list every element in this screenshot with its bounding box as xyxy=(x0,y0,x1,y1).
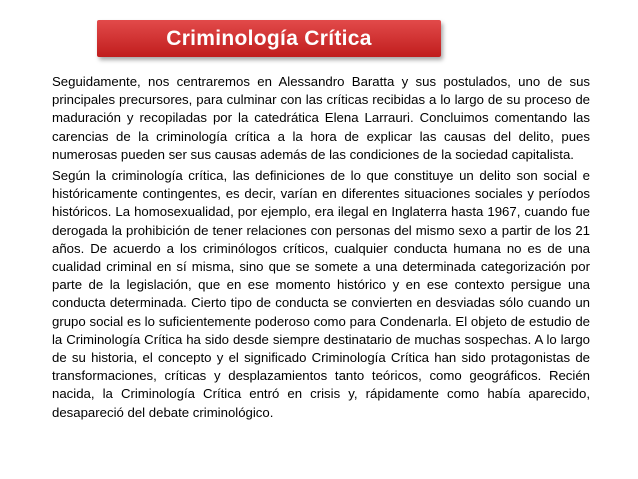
slide-title: Criminología Crítica xyxy=(166,26,372,50)
paragraph-definition: Según la criminología crítica, las definiciones de lo que constituye un delito son social e históricamente contingentes, es decir, varían en diferentes situaciones sociales y períodos históricos. La homosexualidad, por ejemplo, era ilegal en Inglaterra hasta 1967, cuando fue derogada la prohibición de tener relaciones con personas del mismo sexo a partir de los 21 años. De acuerdo a los criminólogos críticos, cualquier conducta humana no es de una cualidad criminal en sí misma, sino que se somete a una determinada categorización por parte de la legislación, que en ese momento histórico y en ese contexto persigue una conducta determinada. Cierto tipo de conducta se convierten en desviadas sólo cuando un grupo social es lo suficientemente poderoso como para Condenarla. El objeto de estudio de la Criminología Crítica ha sido desde siempre destinatario de muchas sospechas. A lo largo de su historia, el concepto y el significado Criminología Crítica han sido protagonistas de transformaciones, críticas y desplazamientos tanto teóricos, como geográficos. Recién nacida, la Criminología Crítica entró en crisis y, rápidamente como había aparecido, desapareció del debate criminológico. xyxy=(52,168,590,420)
paragraph-intro: Seguidamente, nos centraremos en Alessandro Baratta y sus postulados, uno de sus principales precursores, para culminar con las críticas recibidas a lo largo de su proceso de maduración y recopiladas por la catedrática Elena Larrauri. Concluimos comentando las carencias de la criminología crítica a la hora de explicar las causas del delito, pues numerosas pueden ser sus causas además de las condiciones de la sociedad capitalista. xyxy=(52,74,590,162)
slide-body xyxy=(52,73,590,422)
title-banner xyxy=(97,20,441,57)
